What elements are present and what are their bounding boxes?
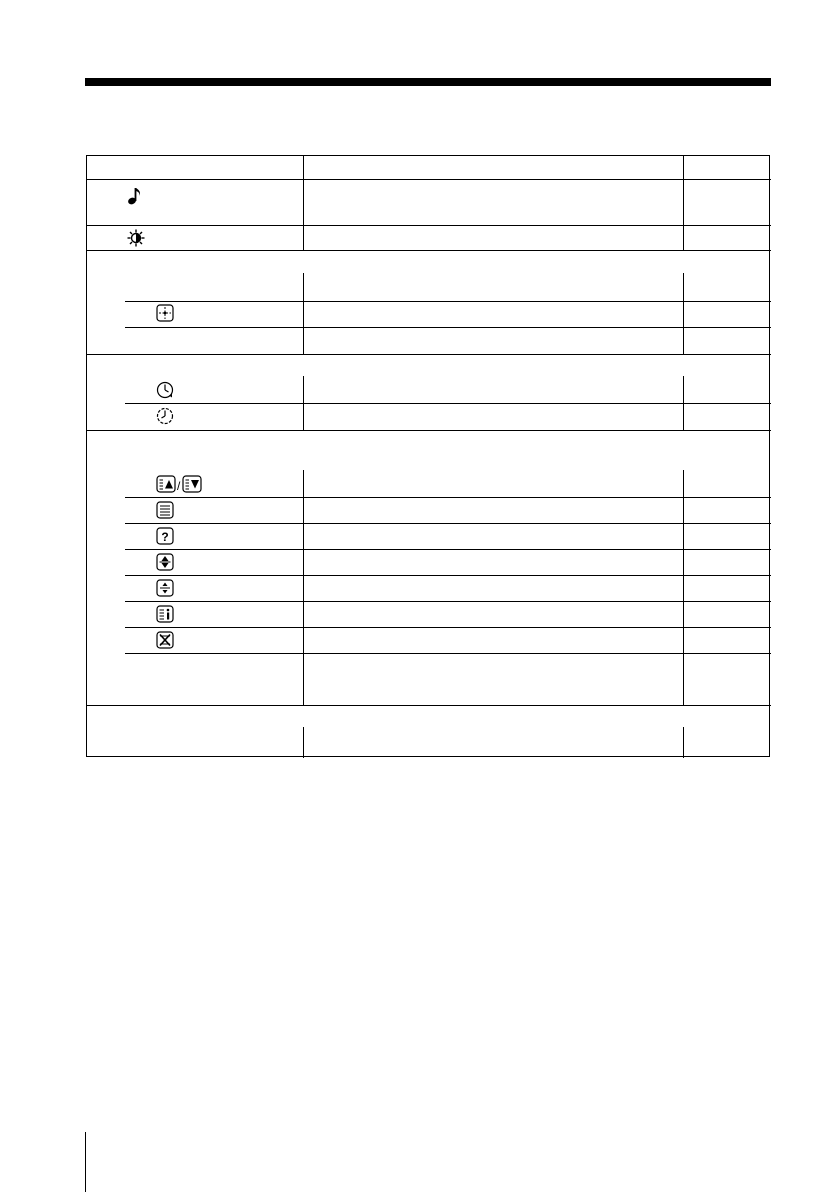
teletext-up-down-icon: [156, 475, 202, 493]
teletext-size-icon: [156, 553, 174, 571]
svg-text:?: ?: [161, 530, 169, 544]
teletext-index-icon: [156, 605, 174, 623]
table-grid: [87, 156, 771, 758]
timer-clock-icon: [156, 381, 174, 399]
brightness-icon: [127, 229, 145, 247]
teletext-cancel-icon: [156, 631, 174, 649]
page-margin-line: [85, 1132, 86, 1192]
teletext-text-icon: [156, 501, 174, 519]
specification-table: [86, 155, 770, 757]
teletext-hold-icon: [156, 579, 174, 597]
music-note-icon: [127, 186, 143, 206]
svg-text:/: /: [177, 479, 181, 493]
picture-position-icon: [156, 304, 174, 322]
teletext-reveal-icon: [156, 527, 174, 545]
header-rule: [85, 78, 771, 86]
sleep-timer-icon: [156, 407, 174, 425]
